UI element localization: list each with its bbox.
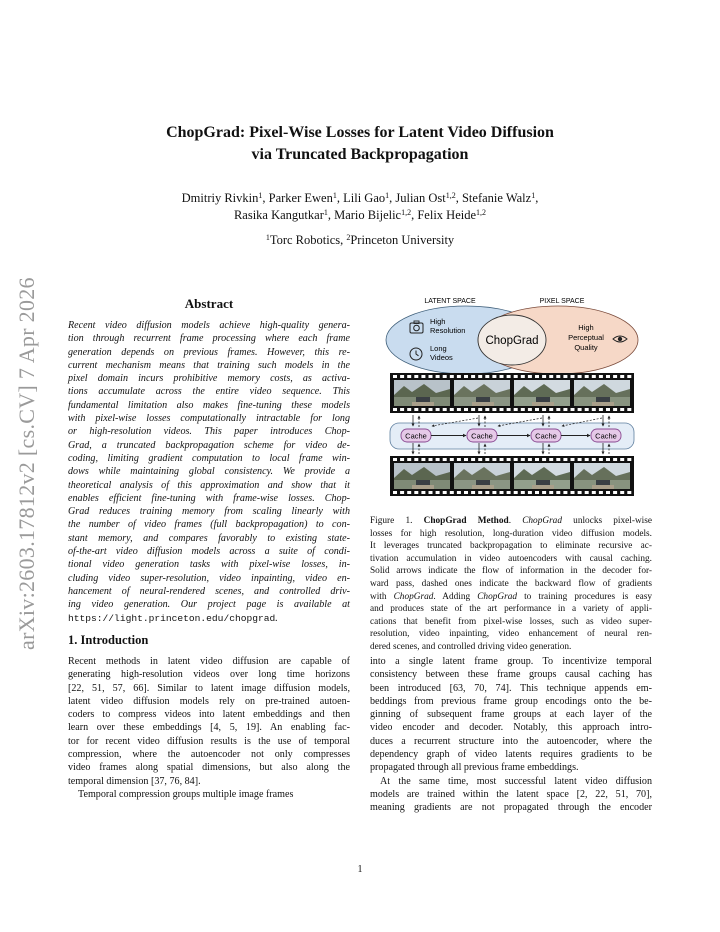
text-line: theoretical analysis of this approximation and show that it [68, 479, 350, 491]
text-line: latent video diffusion models rely on pre-trained autoen- [68, 695, 350, 707]
text-line: the number of video frames (full backpropagation) to con- [68, 519, 350, 531]
svg-text:Quality: Quality [574, 343, 598, 352]
text-line: Recent methods in latent video diffusion are capable of [68, 656, 350, 667]
input-film-strip [390, 373, 634, 413]
text-line: ing video generation. Our project page is available at [68, 599, 350, 611]
title-line-1: ChopGrad: Pixel-Wise Losses for Latent Video Diffusion [166, 124, 554, 141]
svg-text:Cache: Cache [405, 431, 427, 441]
author: Lili Gao [343, 191, 386, 205]
text-line: tivation accumulation in video autoencoders with causal caching. [370, 553, 652, 564]
text-line: of-the-art video diffusion models across a suite of condi- [68, 546, 350, 558]
text-line: temporal dimension [37, 76, 84]. [68, 775, 201, 787]
text-line: duces a recurrent structure into the autoencoder, where the [370, 735, 652, 747]
text-line: tion through recurrent frame processing where each frame [68, 333, 350, 345]
svg-text:Cache: Cache [595, 431, 617, 441]
text-line: beddings from previous frame group encodings onto the be- [370, 695, 652, 707]
svg-text:Resolution: Resolution [430, 326, 466, 335]
svg-text:Cache: Cache [471, 431, 493, 441]
text-line: cluding video super-resolution, video inpainting, video en- [68, 572, 350, 584]
author-list [80, 190, 640, 224]
text-line: hancement of neural-rendered scenes, and controlled driv- [68, 585, 350, 597]
author-line-1: Dmitriy Rivkin$^1$, Parker Ewen$^1$, Lili Gao$^1$, Julian Ost$^{1,2}$, Stefanie Walz$^1$, [181, 191, 539, 205]
text-line: resolution, video inpainting, video enhancement of neural ren- [370, 629, 652, 640]
video-frame [574, 380, 630, 406]
svg-text:Perceptual: Perceptual [568, 333, 604, 342]
svg-text:Cache: Cache [535, 431, 557, 441]
page-number: 1 [357, 864, 363, 875]
latent-space-label: LATENT SPACE [424, 298, 476, 305]
title-line-2: via Truncated Backpropagation [251, 146, 469, 163]
text-line: tions accumulate across the entire video sequence. This [68, 386, 350, 398]
video-frame [454, 463, 510, 489]
arxiv-identifier: arXiv:2603.17812v2 [cs.CV] 7 Apr 2026 [14, 277, 39, 651]
cache-node [401, 429, 431, 442]
cache-node [531, 429, 561, 442]
text-line: Grad, a truncated backpropagation scheme for video de- [68, 439, 350, 451]
cache-node [467, 429, 497, 442]
text-line: losses for high resolution, long-duration video diffusion models. [370, 528, 652, 539]
text-line: tor for recent video diffusion results is the use of temporal [68, 735, 350, 747]
text-line: or high-resolution videos. This paper introduces Chop- [68, 426, 350, 438]
chopgrad-diagram [384, 294, 640, 504]
introduction-left-column [68, 655, 350, 801]
text-line: dered scenes, and controlled driving video generation. [370, 641, 572, 652]
text-line: generating high-resolution videos over long time horizons [68, 669, 350, 681]
text-line: into a single latent frame group. To incentivize temporal [370, 656, 652, 667]
text-line: current mechanism means that training such models in the [68, 359, 350, 371]
text-line: video encoder and decoder. Notably, this approach intro- [370, 722, 652, 734]
project-url-line: https://light.princeton.edu/chopgrad. [68, 612, 278, 624]
text-line: ward pass, dashed ones indicate the backward flow of gradients [370, 578, 652, 589]
text-line: cations that benefit from pixel-wise losses, such as video super- [370, 616, 652, 627]
text-line: pixel domain incurs prohibitive memory costs, as activa- [68, 373, 350, 385]
text-line: dows while maintaining global consistency. We provide a [68, 466, 350, 478]
figure-1-caption: Figure 1. ChopGrad Method. ChopGrad unlocks pixel-wise losses for high resolution, long-duration video diffusion models. It leverages truncated backpropagation to eliminate recursive ac- tivation accumulation in video autoencoders with causal caching. Solid arrows indicate the flow of information in the decoder for- ward pass, dashed ones indicate the backward flow of gradients with ChopGrad. Adding ChopGrad to training procedures is easy and produces state of the art performance in a variety of appli- cations that benefit from pixel-wise losses, such as video super- resolution, video inpainting, video enhancement of neural ren- dered scenes, and controlled driving video generation. [370, 516, 652, 652]
video-frame [394, 463, 450, 489]
introduction-right-column [370, 655, 652, 815]
text-line: At the same time, most successful latent video diffusion [380, 775, 652, 787]
text-line: learn over these embeddings [4, 5, 19]. An enabling fac- [68, 722, 350, 734]
author-line-2: Rasika Kangutkar$^1$, Mario Bijelic$^{1,2}$, Felix Heide$^{1,2}$ [233, 208, 487, 222]
pixel-space-label: PIXEL SPACE [539, 298, 585, 305]
text-line: consistency between these frame groups causal caching has [370, 669, 652, 681]
paper-title [80, 122, 640, 166]
text-line: fundamental limitation also makes fine-tuning these models [68, 399, 350, 411]
text-line: Temporal compression groups multiple image frames [78, 788, 294, 800]
text-line: with pixel-wise losses computationally intractable for long [68, 413, 350, 425]
author: Stefanie Walz [461, 191, 532, 205]
svg-text:High: High [578, 323, 594, 332]
author: Rasika Kangutkar [233, 208, 324, 222]
text-line: been introduced [63, 70, 74]. This technique appends em- [370, 682, 652, 694]
text-line: stant memory, and compares favorably to existing state- [68, 532, 350, 544]
section-heading-introduction: 1. Introduction [68, 633, 149, 647]
svg-text:High: High [430, 317, 446, 326]
text-line: Grad reduces training memory from scaling linearly with [68, 506, 350, 518]
svg-text:Videos: Videos [430, 353, 453, 362]
video-frame [514, 380, 570, 406]
author: Dmitriy Rivkin [181, 191, 259, 205]
text-line: coding, limiting gradient computation to local frame win- [68, 452, 350, 464]
text-line: tional video generation tasks with pixel-wise losses, in- [68, 559, 350, 571]
text-line: meaning gradients are not propagated through the encoder [370, 802, 652, 814]
text-line: dependency graph of video latents requires gradients to be [370, 749, 652, 761]
text-line: Solid arrows indicate the flow of information in the decoder for- [370, 566, 652, 577]
author: Parker Ewen [268, 191, 333, 205]
video-frame [574, 463, 630, 489]
chopgrad-center-label: ChopGrad [485, 335, 539, 347]
text-line: video frames along spatial dimensions, but also along the [68, 762, 350, 774]
text-line: It leverages truncated backpropagation to eliminate recursive ac- [370, 541, 652, 552]
author: Mario Bijelic [334, 208, 402, 222]
text-line: ginning of subsequent frame groups at each layer of the [370, 709, 652, 721]
author: Julian Ost [395, 191, 446, 205]
cache-node [591, 429, 621, 442]
output-film-strip [390, 456, 634, 496]
video-frame [514, 463, 570, 489]
text-line: enables efficient fine-tuning with frame-wise losses. Chop- [68, 492, 350, 504]
text-line: compression, where the autoencoder not only compresses [68, 749, 350, 761]
project-page-link[interactable]: https://light.princeton.edu/chopgrad [68, 612, 276, 624]
affiliations: $^1$Torc Robotics, $^2$Princeton University [265, 233, 455, 247]
text-line: propagated through all previous frame embeddings. [370, 762, 579, 774]
text-line: and produces state of the art performance in a variety of appli- [370, 604, 652, 615]
video-frame [394, 380, 450, 406]
text-line: models are trained within the latent space [2, 22, 51, 70], [370, 788, 652, 800]
text-line: [22, 51, 57, 66]. Similar to latent image diffusion models, [68, 682, 350, 694]
figure-1 [384, 294, 640, 504]
abstract-heading: Abstract [184, 296, 234, 311]
text-line: Recent video diffusion models achieve high-quality genera- [68, 320, 350, 331]
text-line: generation depends on previous frames. However, this re- [68, 346, 350, 358]
abstract-body [68, 319, 350, 625]
svg-text:Long: Long [430, 344, 447, 353]
video-frame [454, 380, 510, 406]
text-line: coders to compress videos into latent embeddings and then [68, 709, 350, 721]
author: Felix Heide [417, 208, 477, 222]
